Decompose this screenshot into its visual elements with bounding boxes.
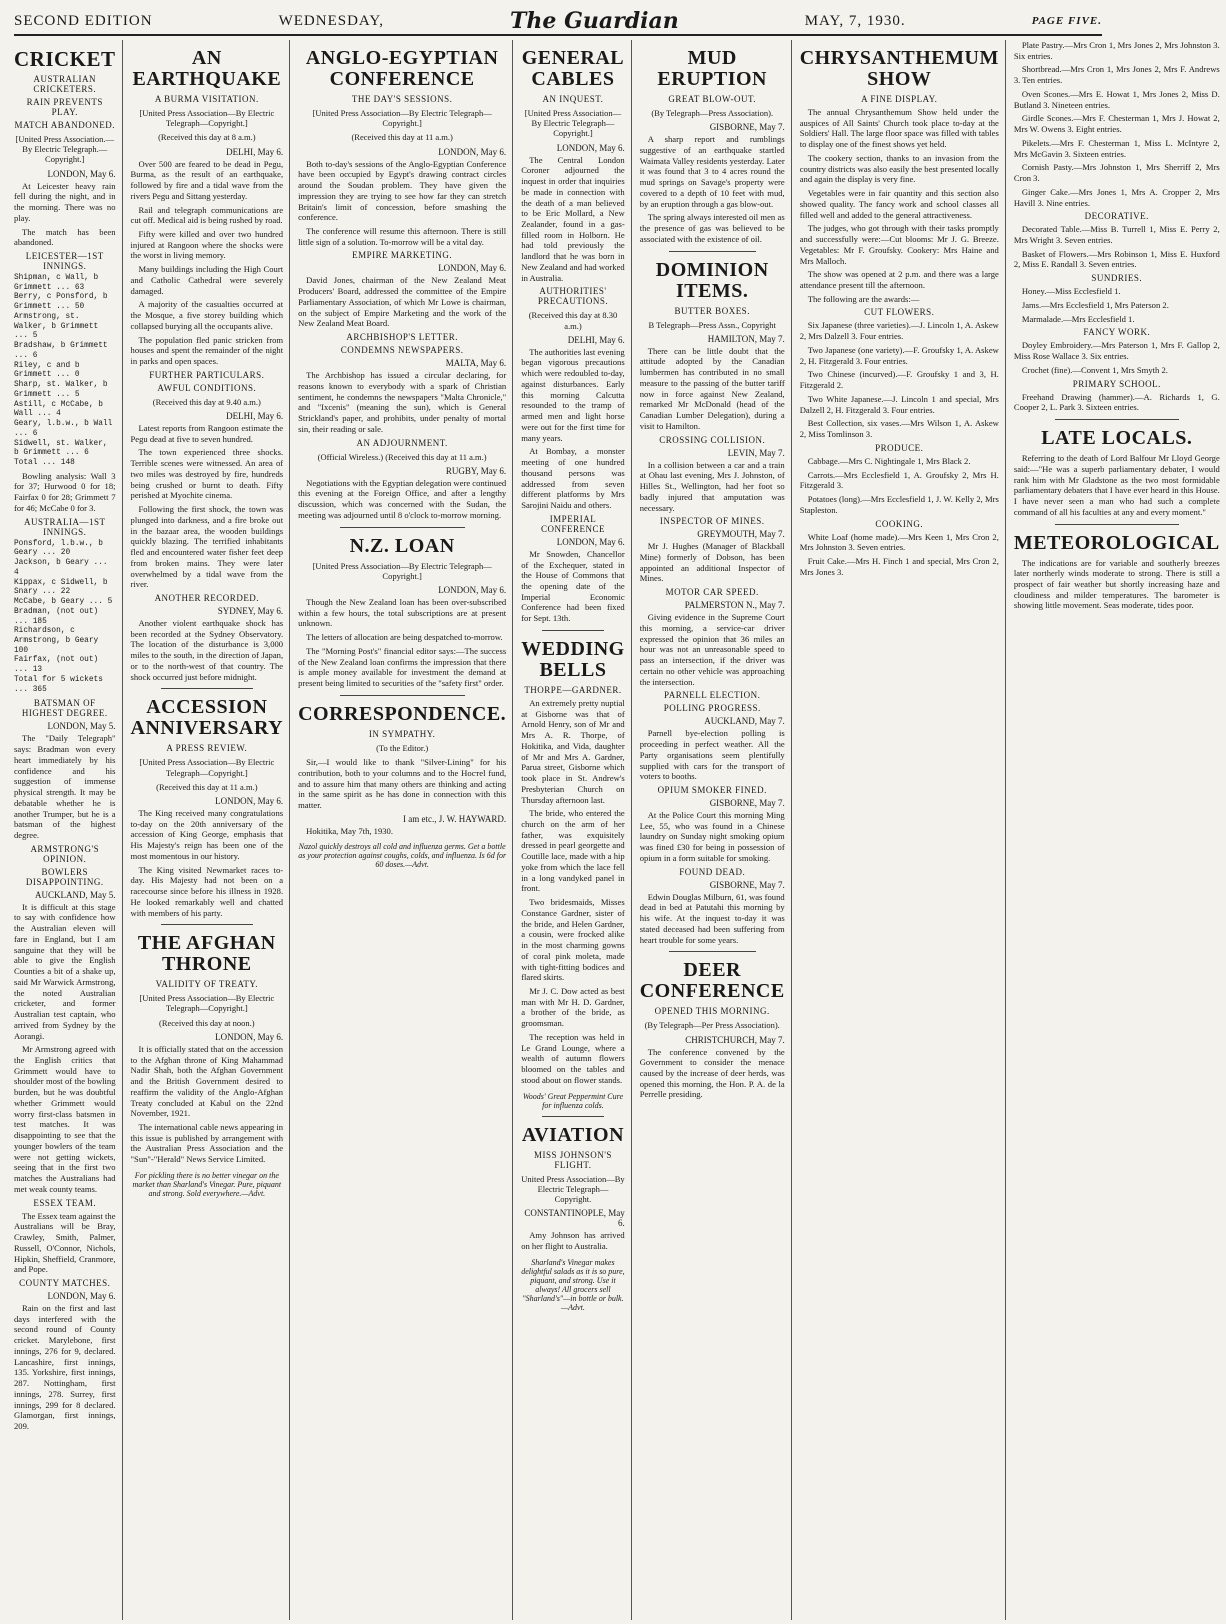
article-paragraph: The "Morning Post's" financial editor says:—The success of the New Zealand loan confirms the impression that there is ample money available for investment the demand at present being limited to securities of the "safety first" order.	[298, 645, 507, 689]
earthquake-headline: AN EARTHQUAKE	[132, 47, 282, 90]
dateline: LONDON, May 6.	[438, 585, 507, 596]
section-subhead: POLLING PROGRESS.	[663, 703, 761, 714]
article-paragraph: The show was opened at 2 p.m. and there was a large attendance present till the afternoon.	[799, 269, 999, 291]
article-paragraph: Amy Johnson has arrived on her flight to Australia.	[521, 1230, 625, 1251]
column-cricket	[14, 40, 123, 1620]
award-entry: Crochet (fine).—Convent 1, Mrs Smyth 2.	[1021, 364, 1168, 375]
award-entry: Freehand Drawing (hammer).—A. Richards 1, G. Cooper 2, L. Park 3. Sixteen entries.	[1013, 391, 1220, 413]
score-row: Astill, c McCabe, b Wall ... 4	[14, 400, 103, 419]
advertisement: Nazol quickly destroys all cold and influenza germs. Get a bottle as your protection against coughs, colds, and influenza. Is 6d for 60 doses.—Advt.	[298, 842, 507, 870]
press-credit: [United Press Association—By Electric Telegraph—Copyright.]	[524, 108, 622, 139]
press-credit: [United Press Association—By Electric Telegraph—Copyright.]	[312, 560, 492, 581]
article-paragraph: There can be little doubt that the attitude adopted by the Canadian lumbermen has contributed in no small measure to the passing of the butter tariff now in force against New Zealand, remarked Mr McDonald (head of the Canadian Lumber Delegation), during a visit to Hamilton.	[639, 345, 785, 431]
correspondence-headline: CORRESPONDENCE.	[298, 702, 507, 725]
award-entry: Girdle Scones.—Mrs F. Chesterman 1, Mrs J. Howat 2, Mrs W. Owens 3. Eight entries.	[1013, 113, 1220, 135]
article-paragraph: Vegetables were in fair quantity and this section also showed quality. The fancy work and school classes all filled well and added to the general attractiveness.	[799, 188, 999, 220]
deer-conference-headline: DEER CONFERENCE	[639, 959, 785, 1003]
section-subhead: FANCY WORK.	[1083, 327, 1151, 338]
award-entry: Shortbread.—Mrs Cron 1, Mrs Jones 2, Mrs F. Andrews 3. Ten entries.	[1013, 64, 1220, 86]
article-paragraph: Over 500 are feared to be dead in Pegu, Burma, as the result of an earthquake, followed by fire and a tidal wave from the rivers Pegu and Sittang yesterday.	[130, 158, 284, 201]
press-credit: [United Press Association—By Electric Telegraph—Copyright.]	[312, 108, 492, 129]
section-subhead: GREAT BLOW-OUT.	[668, 94, 757, 104]
press-credit: United Press Association—By Electric Telegraph—Copyright.	[521, 1173, 625, 1204]
section-subhead: AN ADJOURNMENT.	[356, 437, 448, 448]
article-paragraph: Fifty were killed and over two hundred injured at Rangoon where the shocks were the worst in living memory.	[130, 228, 284, 261]
dateline: SYDNEY, May 6.	[217, 605, 284, 616]
section-subhead: MOTOR CAR SPEED.	[665, 587, 759, 598]
score-row: Berry, c Ponsford, b Grimmett ... 50	[14, 293, 108, 312]
dateline: LONDON, May 6.	[556, 536, 625, 547]
cricket-headline: CRICKET	[14, 47, 116, 71]
section-subhead: CUT FLOWERS.	[864, 307, 935, 318]
article-paragraph: The match has been abandoned.	[14, 226, 116, 248]
divider	[542, 1116, 604, 1117]
score-row: Ponsford, l.b.w., b Geary ... 20	[14, 539, 103, 558]
award-entry: Pikelets.—Mrs F. Chesterman 1, Miss L. McIntyre 2, Mrs McGavin 3. Sixteen entries.	[1013, 137, 1220, 159]
dateline: HAMILTON, May 7.	[707, 333, 785, 344]
cricket-subhead: MATCH ABANDONED.	[14, 120, 116, 131]
column-general-cables	[521, 40, 632, 1620]
section-subhead: ESSEX TEAM.	[33, 1197, 97, 1208]
dateline: GISBORNE, May 7.	[709, 798, 785, 809]
general-cables-headline: GENERAL CABLES	[521, 47, 625, 90]
score-row: Richardson, c Armstrong, b Geary 100	[14, 627, 99, 655]
accession-headline: ACCESSION ANNIVERSARY	[130, 696, 284, 740]
scorecard	[14, 540, 116, 696]
section-subhead: ARCHBISHOP'S LETTER.	[346, 332, 458, 343]
date-label: MAY, 7, 1930.	[804, 12, 906, 29]
section-subhead: AN INQUEST.	[542, 94, 604, 104]
section-subhead: DECORATIVE.	[1084, 211, 1149, 222]
dateline: GISBORNE, May 7.	[709, 122, 785, 133]
award-entry: White Loaf (home made).—Mrs Keen 1, Mrs Cron 2, Mrs Johnston 3. Seven entries.	[799, 531, 999, 553]
award-entry: Two Chinese (incurved).—F. Groufsky 1 and 3, H. Fitzgerald 2.	[799, 369, 999, 391]
section-subhead: ANOTHER RECORDED.	[154, 592, 260, 603]
press-credit: [United Press Association—By Electric Telegraph—Copyright.]	[139, 108, 275, 129]
press-credit: B Telegraph—Press Assn., Copyright	[648, 319, 776, 330]
weekday-label: WEDNESDAY,	[278, 12, 385, 29]
dateline: DELHI, May 6.	[567, 334, 625, 345]
article-paragraph: The King received many congratulations to-day on the 20th anniversary of the accession of King George, emphasis that His Majesty's reign has been one of the most momentous in our history.	[130, 807, 284, 861]
article-paragraph: Mr J. Hughes (Manager of Blackball Mine) formerly of Dobson, has been appointed an additional Inspector of Mines.	[639, 541, 785, 584]
article-paragraph: Negotiations with the Egyptian delegation were continued this evening at the Foreign Office, and after a lengthy discussion, which was concerned with the Sudan, the meeting was adjourned until 8 o'clock to-morrow morning.	[298, 477, 507, 520]
article-paragraph: It is officially stated that on the accession to the Afghan throne of King Mahammad Nadir Shah, both the Afghan Government and the British Government desired to reaffirm the validity of the Anglo-Afghan Treaty concluded at Kabul on the 22nd November, 1921.	[130, 1043, 284, 1119]
wedding-bells-headline: WEDDING BELLS	[521, 637, 625, 681]
letter-salutation: (To the Editor.)	[376, 742, 429, 753]
received-note: (Received this day at 11 a.m.)	[156, 781, 258, 792]
scorecard	[14, 274, 116, 469]
section-subhead: OPIUM SMOKER FINED.	[657, 785, 767, 796]
section-subhead: CONDEMNS NEWSPAPERS.	[340, 345, 464, 356]
section-subhead: FOUND DEAD.	[679, 866, 746, 877]
article-paragraph: Though the New Zealand loan has been over-subscribed within a few hours, the total subscriptions are at present unknown.	[298, 597, 507, 629]
received-note: (Received this day at 8.30 a.m.)	[528, 310, 618, 331]
award-entry: Cabbage.—Mrs C. Nightingale 1, Mrs Black 2.	[807, 455, 971, 466]
article-paragraph: The indications are for variable and southerly breezes later northerly winds moderate to strong. There is still a prospect of fair weather but shortly increasing haze and cloudiness and milder temperatures. The barometer is showing little movement. Seas moderate, tides poor.	[1013, 557, 1220, 611]
article-paragraph: A sharp report and rumblings suggestive of an earthquake startled Waimata Valley residents yesterday. Later it was found that 3 to 4 acres round the mud springs on Savage's property were covered to a depth of 10 feet with mud, by an eruption through a gas blow-out.	[639, 134, 785, 209]
article-paragraph: Another violent earthquake shock has been recorded at the Sydney Observatory. The location of the disturbance is 3,000 miles to the south, in the direction of Japan, or to the north-west of that country. The shock occurred just before midnight.	[130, 617, 284, 682]
score-row: Armstrong, st. Walker, b Grimmett ... 5	[14, 312, 99, 341]
article-paragraph: The bride, who entered the church on the arm of her father, was exquisitely dressed in pearl georgette and Coutille lace, made with a hip yoke from which the lace fell in a long vandyked panel in front.	[521, 808, 625, 894]
section-subhead: A PRESS REVIEW.	[166, 743, 248, 754]
award-entry: Jams.—Mrs Ecclesfield 1, Mrs Paterson 2.	[1021, 299, 1169, 310]
dateline: AUCKLAND, May 5.	[35, 889, 116, 900]
article-paragraph: At Bombay, a monster meeting of one hundred thousand persons was addressed from seven different platforms by Mrs Sarojini Naidu and others.	[521, 446, 625, 511]
edition-label: SECOND EDITION	[14, 12, 153, 29]
article-paragraph: The Essex team against the Australians will be Bray, Crawley, Smith, Palmer, Russell, O'Connor, Nichols, Hipkin, Sheffield, Cranmore, and Pope.	[14, 1210, 116, 1275]
section-subhead: MISS JOHNSON'S FLIGHT.	[533, 1149, 612, 1170]
article-paragraph: Giving evidence in the Supreme Court this morning, a service-car driver expressed the opinion that 36 miles an hour was not an unreasonable speed to pass an intersection, if the driver was certain no other vehicle was approaching the intersection.	[639, 612, 785, 687]
section-subhead: AWFUL CONDITIONS.	[157, 382, 257, 393]
award-entry: Two Japanese (one variety).—F. Groufsky 1, A. Askew 2, H. Fitzgerald 3. Four entries.	[799, 344, 999, 366]
press-credit: [United Press Association—By Electric Telegraph—Copyright.]	[139, 757, 275, 778]
award-entry: Decorated Table.—Miss B. Turrell 1, Miss E. Perry 2, Mrs Wright 3. Seven entries.	[1013, 224, 1220, 246]
chrysanthemum-headline: CHRYSANTHEMUM SHOW	[799, 47, 999, 90]
article-paragraph: The Archbishop has issued a circular declaring, for reasons known to everybody with a spark of Christian sentiment, he condemns the newspapers "Malta Chronicle," and "Ixcenis" (meaning the sun), which is General Strickland's paper, and prohibits, under penalty of mortal sin, their reading or sale.	[298, 370, 507, 434]
article-paragraph: Mr Armstrong agreed with the English critics that Grimmett would have to shoulder most of the bowling burden, but he was doubtful whether Grimmett would worry first-class batsmen in test matches. It was disappointing to see that the younger bowlers of the team were not getting wickets, seeing that in the first two matches the Australians had met weak county teams.	[14, 1044, 116, 1194]
dateline: GREYMOUTH, May 7.	[697, 529, 785, 540]
article-paragraph: The spring always interested oil men as the presence of gas was believed to be associated with the existence of oil.	[639, 212, 785, 244]
received-note: (Received this day at 8 a.m.)	[158, 132, 256, 143]
received-note: (Received this day at noon.)	[159, 1017, 255, 1028]
dateline: LONDON, May 6.	[215, 1031, 284, 1042]
cricket-credit: [United Press Association.—By Electric Telegraph.—Copyright.]	[15, 134, 114, 165]
article-paragraph: Two bridesmaids, Misses Constance Gardner, sister of the bride, and Helen Gardner, a cousin, were frocked alike in the most charming gowns of coral pink moleta, made with tight-fitting bodices and flared skirts.	[521, 897, 625, 983]
press-credit: [United Press Association—By Electric Telegraph—Copyright.]	[139, 993, 275, 1014]
article-paragraph: The King visited Newmarket races to-day. His Majesty had not been on a racecourse since before his illness in 1928. He looked remarkably well and chatted with members of his party.	[130, 864, 284, 918]
section-subhead: COUNTY MATCHES.	[19, 1277, 111, 1288]
advertisement: For pickling there is no better vinegar on the market than Sharland's Vinegar. Pure, piquant and strong. Sold everywhere.—Advt.	[132, 1170, 282, 1198]
received-note: (Received this day at 11 a.m.)	[351, 132, 453, 143]
score-row: Jackson, b Geary ... 4	[14, 559, 108, 577]
article-paragraph: The population fled panic stricken from houses and spent the remainder of the night in parks and open spaces.	[130, 334, 284, 367]
section-subhead: EMPIRE MARKETING.	[352, 250, 453, 261]
advertisement: Woods' Great Peppermint Cure for influenza colds.	[522, 1091, 624, 1110]
article-paragraph: Rail and telegraph communications are cut off. Medical aid is being rushed by road.	[130, 204, 284, 226]
article-paragraph: Following the first shock, the town was plunged into darkness, and a fire broke out in the bazaar area, the wooden buildings quickly blazing. The terrified inhabitants fled and encountered water fisher feet deep from broken mains. They were later overwhelmed by a tidal wave from the river.	[130, 504, 284, 590]
columns	[14, 40, 1220, 1620]
column-late-locals	[1014, 40, 1226, 1620]
award-entry: Basket of Flowers.—Mrs Robinson 1, Miss E. Huxford 2, Miss E. Randall 3. Seven entries.	[1013, 248, 1220, 270]
masthead	[14, 8, 1102, 36]
letter-place: Hokitika, May 7th, 1930.	[306, 825, 393, 836]
score-row: Bradman, (not out) ... 185	[14, 607, 99, 626]
section-subhead: THORPE—GARDNER.	[524, 684, 622, 695]
award-entry: Doyley Embroidery.—Mrs Paterson 1, Mrs F. Gallop 2, Miss Rose Wallace 3. Six entries.	[1013, 340, 1220, 362]
article-paragraph: The Central London Coroner adjourned the inquest in order that inquiries be made in connection with the death of a man believed to be Eric Mollard, a New Zealander, found in a gas-filled room in Holborn. He had told previously the landlord that he was born in New Zealand and had worked in Australia.	[521, 154, 625, 283]
award-entry: Carrots.—Mrs Ecclesfield 1, A. Groufsky 2, Mrs H. Fitzgerald 3.	[799, 469, 999, 491]
article-paragraph: An extremely pretty nuptial at Gisborne was that of Arnold Henry, son of Mr and Mrs A. R. Thorpe, of Hokitika, and Vida, daughter of Mr and Mrs A. Gardner, Parua street, Gisborne which took place in St. Andrew's Presbyterian Church on Thursday afternoon last.	[521, 697, 625, 805]
dateline: LONDON, May 6.	[438, 146, 507, 157]
score-row: Bradshaw, b Grimmett ... 6	[14, 342, 108, 360]
article-paragraph: The town experienced three shocks. Terrible scenes were witnessed. An area of two miles was destroyed by fire, hundreds being crushed or burnt to death. Fifty perished at Myochite cinema.	[130, 447, 284, 501]
article-paragraph: The conference will resume this afternoon. There is still little sign of a solution. To-morrow will be a vital day.	[298, 225, 507, 247]
divider	[161, 688, 253, 689]
column-anglo-egyptian	[298, 40, 513, 1620]
section-subhead: AUTHORITIES' PRECAUTIONS.	[537, 286, 609, 307]
award-entry: Best Collection, six vases.—Mrs Wilson 1, A. Askew 2, Miss Tomlinson 3.	[799, 418, 999, 440]
article-paragraph: The letters of allocation are being despatched to-morrow.	[306, 632, 503, 643]
article-paragraph: Mr Snowden, Chancellor of the Exchequer, stated in the House of Commons that the opening date of the Imperial Economic Conference had been fixed for Sept. 13th.	[521, 548, 625, 624]
innings-title: AUSTRALIA—1ST INNINGS.	[24, 516, 106, 537]
award-entry: Cornish Pasty.—Mrs Johnston 1, Mrs Sherriff 2, Mrs Cron 3.	[1013, 162, 1220, 184]
score-row: Shipman, c Wall, b Grimmett ... 63	[14, 274, 99, 292]
section-subhead: INSPECTOR OF MINES.	[659, 516, 765, 527]
dateline: LONDON, May 6.	[47, 168, 116, 179]
column-mud-eruption	[640, 40, 792, 1620]
dateline: DELHI, May 6.	[226, 410, 284, 421]
score-row: Sidwell, st. Walker, b Grimmett ... 6	[14, 439, 108, 458]
column-earthquake	[131, 40, 291, 1620]
section-subhead: PARNELL ELECTION.	[664, 690, 761, 701]
divider	[542, 630, 604, 631]
section-subhead: COOKING.	[875, 518, 924, 529]
divider	[1055, 419, 1179, 420]
dateline: LEVIN, May 7.	[727, 447, 785, 458]
section-subhead: SUNDRIES.	[1091, 273, 1143, 284]
article-paragraph: The annual Chrysanthemum Show held under the auspices of All Saints' Church took place to-day at the Soldiers' Hall. The large floor space was filled with tables to display one of the finest shows yet held.	[799, 107, 999, 150]
award-entry: Two White Japanese.—J. Lincoln 1 and special, Mrs Dalzell 2, H. Fitzgerald 3. Four entries.	[799, 393, 999, 415]
section-subhead: FURTHER PARTICULARS.	[149, 369, 265, 380]
score-row: Fairfax, (not out) ... 13	[14, 656, 99, 675]
received-note: (Official Wireless.) (Received this day at 11 a.m.)	[317, 451, 487, 462]
section-subhead: THE DAY'S SESSIONS.	[351, 94, 453, 104]
article-paragraph: The following are the awards:—	[807, 293, 920, 304]
award-entry: Plate Pastry.—Mrs Cron 1, Mrs Jones 2, Mrs Johnston 3. Six entries.	[1013, 40, 1220, 61]
award-entry: Marmalade.—Mrs Ecclesfield 1.	[1021, 313, 1135, 324]
section-subhead: IN SYMPATHY.	[368, 728, 436, 739]
section-subhead: A FINE DISPLAY.	[861, 94, 938, 104]
press-credit: (By Telegraph—Per Press Association).	[644, 1020, 780, 1031]
section-subhead: IMPERIAL CONFERENCE	[540, 513, 605, 534]
award-entry: Oven Scones.—Mrs E. Howat 1, Mrs Jones 2, Miss D. Butland 3. Nineteen entries.	[1013, 88, 1220, 110]
award-entry: Fruit Cake.—Mrs H. Finch 1 and special, Mrs Cron 2, Mrs Jones 3.	[799, 555, 999, 577]
dateline: GISBORNE, May 7.	[709, 879, 785, 890]
score-row: Total ... 148	[14, 458, 75, 467]
cricket-subhead: RAIN PREVENTS PLAY.	[26, 97, 103, 118]
advertisement: Sharland's Vinegar makes delightful salads as it is so pure, piquant, and strong. Use it always! All grocers sell "Sharland's"—in bottle or bulk.—Advt.	[521, 1257, 625, 1312]
innings-title: LEICESTER—1ST INNINGS.	[25, 251, 104, 272]
section-subhead: BATSMAN OF HIGHEST DEGREE.	[21, 698, 108, 719]
article-paragraph: At the Police Court this morning Ming Lee, 55, who was found in a Chinese laundry on Sunday night smoking opium was fined £30 for being in possession of opium in a form suitable for smoking.	[639, 810, 785, 863]
score-row: McCabe, b Geary ... 5	[14, 598, 113, 607]
section-subhead: PRODUCE.	[875, 442, 924, 453]
divider	[340, 527, 465, 528]
article-paragraph: The "Daily Telegraph" says: Bradman won every heart immediately by his confidence and his suggestion of immense physical strength. It may be debatable whether he is another Trumper, but he is a batsman of the highest degree.	[14, 733, 116, 840]
mud-eruption-headline: MUD ERUPTION	[657, 47, 767, 90]
article-paragraph: Bowling analysis: Wall 3 for 37; Hurwood 0 for 18; Fairfax 0 for 28; Grimmett 7 for 46; McCabe 0 for 3.	[14, 470, 116, 513]
score-row: Total for 5 wickets ... 365	[14, 675, 103, 694]
award-entry: Six Japanese (three varieties).—J. Lincoln 1, A. Askew 2, Mrs Dalzell 3. Four entries.	[799, 320, 999, 342]
score-row: Riley, c and b Grimmett ... 0	[14, 361, 80, 380]
article-paragraph: The reception was held in Le Grand Lounge, where a wealth of autumn flowers bloomed on the tables and stood about on flower stands.	[521, 1031, 625, 1085]
afghan-headline: THE AFGHAN THRONE	[137, 932, 276, 976]
article-paragraph: Referring to the death of Lord Balfour Mr Lloyd George said:—"He was a superb parliamentary debater, I would rank him with Mr Gladstone as the two most formidable parliamentary debaters that I have ever heard in this House. I have never seen a man who had such a complete command of all his faculties at any and every moment."	[1013, 453, 1220, 517]
dominion-items-headline: DOMINION ITEMS.	[655, 258, 769, 302]
article-paragraph: A majority of the casualties occurred at the Mosque, a five storey building which collapsed burying all the occupants alive.	[130, 299, 284, 331]
section-subhead: VALIDITY OF TREATY.	[155, 979, 259, 990]
aviation-headline: AVIATION	[521, 1123, 625, 1146]
dateline: AUCKLAND, May 7.	[704, 716, 785, 727]
article-paragraph: The conference convened by the Government to consider the menace caused by the increase of deer herds, was opened this morning, the Hon. P. A. de la Perrelle presiding.	[639, 1046, 785, 1100]
award-entry: Honey.—Miss Ecclesfield 1.	[1021, 286, 1121, 297]
anglo-egyptian-headline: ANGLO-EGYPTIAN CONFERENCE	[305, 47, 499, 90]
letter-signature: I am etc., J. W. HAYWARD.	[403, 813, 507, 824]
dateline: MALTA, May 6.	[445, 358, 507, 369]
article-paragraph: The cookery section, thanks to an invasion from the country districts was also easily the best presented locally and again the display is very fine.	[799, 152, 999, 185]
late-locals-headline: LATE LOCALS.	[1041, 427, 1193, 450]
article-paragraph: It is difficult at this stage to say with confidence how the Australian eleven will fare in England, but I am sanguine that they will be able to give the English Counties a bit of a shake up, said Mr Warwick Armstrong, the noted Australian cricketer, and former Australian test captain, who arrived from Sydney by the Aorangi.	[14, 901, 116, 1041]
section-subhead: ARMSTRONG'S OPINION.	[30, 843, 100, 864]
article-paragraph: Mr J. C. Dow acted as best man with Mr H. D. Gardner, a brother of the bride, as groomsman.	[521, 986, 625, 1029]
dateline: RUGBY, May 6.	[445, 465, 507, 476]
received-note: (Received this day at 9.40 a.m.)	[152, 396, 261, 407]
meteorological-headline: METEOROLOGICAL	[1013, 531, 1220, 554]
dateline: LONDON, May 6.	[556, 142, 625, 153]
article-paragraph: Sir,—I would like to thank "Silver-Lining" for his contribution, both to your columns and to the Hoстel fund, and to assure him that many others are thinking and acting in the same spirit as he has done in connection with this matter.	[298, 757, 507, 811]
press-credit: (By Telegraph—Press Association).	[651, 108, 774, 118]
section-subhead: A BURMA VISITATION.	[154, 94, 259, 104]
article-paragraph: Both to-day's sessions of the Anglo-Egyptian Conference have been occupied by Egypt's drawing contract circles around the Soudan problem. They have given the impression they are trying to see how far they can stretch Britain's limit of concession, before smashing the conference.	[298, 158, 507, 223]
article-paragraph: Latest reports from Rangoon estimate the Pegu dead at five to seven hundred.	[130, 422, 284, 444]
article-paragraph: The authorities last evening began vigorous precautions which were redoubled to-day, against disturbances. Early this morning Calcutta resounded to the tramp of armed men and light horse were out for the first time for many years.	[521, 346, 625, 443]
article-paragraph: At Leicester heavy rain fell during the night, and in the morning. There was no play.	[14, 180, 116, 223]
paper-title: The Guardian	[510, 8, 679, 34]
dateline: LONDON, May 6.	[47, 1290, 116, 1301]
dateline: PALMERSTON N., May 7.	[684, 600, 785, 611]
divider	[1055, 524, 1179, 525]
article-paragraph: David Jones, chairman of the New Zealand Meat Producers' Board, addressed the committee of the Empire Parliamentary Association, of which Mr Lowe is chairman, on the subject of Empire Marketing and the work of the New Zealand Meat Board.	[298, 275, 507, 329]
page-number: PAGE FIVE.	[1031, 15, 1102, 27]
score-row: Sharp, st. Walker, b Grimmett ... 5	[14, 381, 108, 399]
divider	[669, 951, 756, 952]
section-subhead: BUTTER BOXES.	[674, 305, 750, 316]
article-paragraph: Many buildings including the High Court and Catholic Cathedral were severely damaged.	[130, 264, 284, 296]
section-subhead: OPENED THIS MORNING.	[654, 1006, 770, 1017]
divider	[669, 251, 756, 252]
section-subhead: BOWLERS DISAPPOINTING.	[25, 866, 104, 887]
dateline: LONDON, May 5.	[47, 721, 116, 732]
award-entry: Potatoes (long).—Mrs Ecclesfield 1, J. W. Kelly 2, Mrs Stapleston.	[799, 494, 999, 515]
score-row: Kippax, c Sidwell, b Snary ... 22	[14, 578, 108, 597]
article-paragraph: The international cable news appearing in this issue is published by arrangement with the Australian Press Association and the "Sun"-"Herald" News Service Limited.	[130, 1122, 284, 1165]
article-paragraph: Parnell bye-election polling is proceeding in perfect weather. All the Party organisations seem plentifully supplied with cars for the transport of voters to booths.	[639, 728, 785, 782]
article-paragraph: Rain on the first and last days interfered with the second round of County cricket. Marylebone, first innings, 276 for 9, declared. Lancashire, first innings, 135. Yorkshire, first innings, 287. Nottingham, first innings, 278. Surrey, first innings, 299 for 8 declared. Glamorgan, first innings, 209.	[14, 1302, 116, 1432]
award-entry: Ginger Cake.—Mrs Jones 1, Mrs A. Cropper 2, Mrs Havill 3. Nine entries.	[1013, 186, 1220, 208]
dateline: CONSTANTINOPLE, May 6.	[524, 1208, 625, 1229]
dateline: LONDON, May 6.	[215, 795, 284, 806]
dateline: LONDON, May 6.	[438, 263, 507, 274]
score-row: Geary, l.b.w., b Wall ... 6	[14, 420, 113, 438]
article-paragraph: The judges, who got through with their tasks promptly and successfully were:—Cut blooms: Mr J. G. Breeze. Vegetables: Mr F. Groufsky. Cookery: Mrs Haine and Mrs Malloch.	[799, 223, 999, 266]
divider	[340, 695, 465, 696]
section-subhead: PRIMARY SCHOOL.	[1072, 378, 1161, 389]
column-chrysanthemum-show	[800, 40, 1006, 1620]
section-subhead: CROSSING COLLISION.	[659, 434, 766, 445]
article-paragraph: In a collision between a car and a train at Ohau last evening, Mrs J. Johnston, of Hilles St., Wellington, had her foot so badly injured that amputation was necessary.	[639, 459, 785, 513]
divider	[161, 924, 253, 925]
dateline: CHRISTCHURCH, May 7.	[685, 1034, 785, 1045]
dateline: DELHI, May 6.	[226, 146, 284, 157]
nz-loan-headline: N.Z. LOAN	[349, 534, 455, 557]
cricket-subhead: AUSTRALIAN CRICKETERS.	[33, 74, 97, 95]
article-paragraph: Edwin Douglas Milburn, 61, was found dead in bed at Patutahi this morning by his wife. At the inquest to-day it was stated deceased had been suffering from heart trouble for some years.	[639, 891, 785, 945]
